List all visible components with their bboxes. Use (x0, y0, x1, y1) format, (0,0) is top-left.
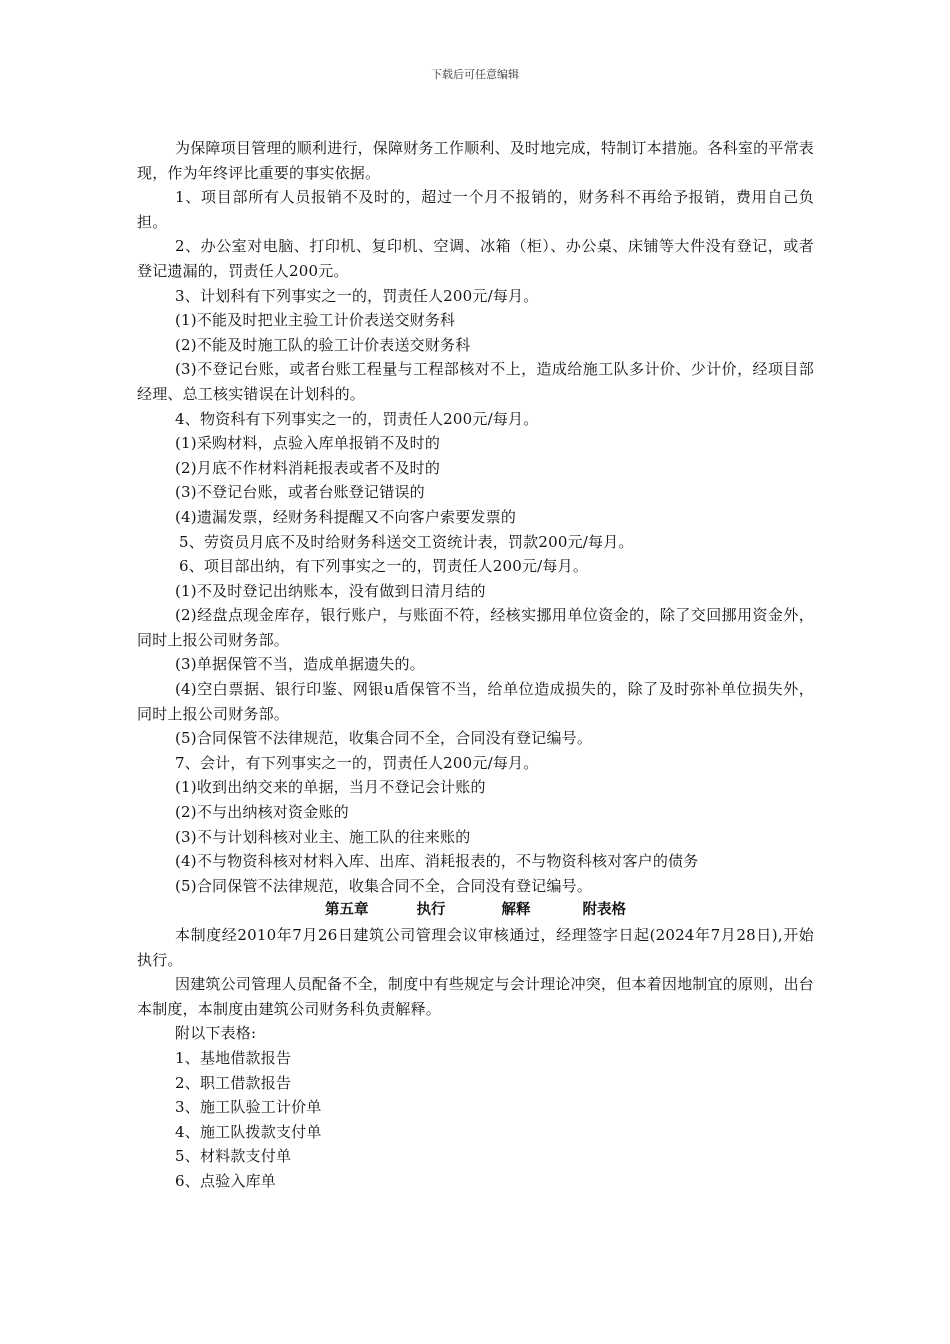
paragraph: (3)不与计划科核对业主、施工队的往来账的 (175, 827, 471, 846)
chapter-title-part: 附表格 (582, 902, 626, 919)
list-item: 3、施工队验工计价单 (175, 1098, 322, 1117)
list-item: 2、职工借款报告 (175, 1073, 292, 1092)
paragraph: 5、劳资员月底不及时给财务科送交工资统计表，罚款200元/每月。 (179, 532, 634, 551)
paragraph: (2)经盘点现金库存，银行账户，与账面不符，经核实挪用单位资金的，除了交回挪用资金外，同时上报公司财务部。 (137, 606, 814, 649)
paragraph: 4、物资科有下列事实之一的，罚责任人200元/每月。 (175, 409, 539, 428)
paragraph: 3、计划科有下列事实之一的，罚责任人200元/每月。 (175, 286, 539, 305)
paragraph: 为保障项目管理的顺利进行，保障财务工作顺利、及时地完成，特制订本措施。各科室的平常表现，作为年终评比重要的事实依据。 (137, 139, 814, 182)
chapter-heading (137, 898, 814, 923)
paragraph: (5)合同保管不法律规范，收集合同不全，合同没有登记编号。 (175, 729, 593, 748)
list-item: 1、基地借款报告 (175, 1048, 292, 1067)
document-body (137, 136, 814, 1194)
paragraph: (4)遗漏发票，经财务科提醒又不向客户索要发票的 (175, 507, 517, 526)
paragraph: (4)空白票据、银行印鉴、网银u盾保管不当，给单位造成损失的，除了及时弥补单位损失外，同时上报公司财务部。 (137, 680, 814, 723)
paragraph: (2)不能及时施工队的验工计价表送交财务科 (175, 335, 471, 354)
paragraph: (1)不能及时把业主验工计价表送交财务科 (175, 311, 456, 330)
paragraph: (5)合同保管不法律规范，收集合同不全，合同没有登记编号。 (175, 876, 593, 895)
paragraph: 7、会计，有下列事实之一的，罚责任人200元/每月。 (175, 753, 539, 772)
paragraph: (4)不与物资科核对材料入库、出库、消耗报表的，不与物资科核对客户的债务 (175, 852, 699, 871)
list-item: 4、施工队拨款支付单 (175, 1122, 322, 1141)
list-item: 5、材料款支付单 (175, 1147, 292, 1166)
chapter-title-part: 执行 (416, 902, 446, 919)
paragraph: (2)月底不作材料消耗报表或者不及时的 (175, 458, 441, 477)
paragraph: (3)单据保管不当，造成单据遗失的。 (175, 655, 425, 674)
paragraph: (1)收到出纳交来的单据，当月不登记会计账的 (175, 778, 486, 797)
paragraph: 附以下表格: (175, 1024, 257, 1043)
paragraph: 6、项目部出纳，有下列事实之一的，罚责任人200元/每月。 (179, 557, 589, 576)
paragraph: (1)不及时登记出纳账本，没有做到日清月结的 (175, 581, 486, 600)
chapter-title-part: 解释 (501, 902, 531, 919)
paragraph: (2)不与出纳核对资金账的 (175, 803, 349, 822)
paragraph: 2、办公室对电脑、打印机、复印机、空调、冰箱（柜）、办公桌、床铺等大件没有登记，或者登记遗漏的，罚责任人200元。 (137, 237, 814, 280)
page-header: 下载后可任意编辑 (431, 68, 519, 81)
paragraph: (1)采购材料，点验入库单报销不及时的 (175, 434, 441, 453)
paragraph: (3)不登记台账，或者台账登记错误的 (175, 483, 425, 502)
chapter-number: 第五章 (325, 902, 369, 919)
paragraph: 本制度经2010年7月26日建筑公司管理会议审核通过，经理签字日起(2024年7月28日),开始执行。 (137, 926, 814, 969)
paragraph: 因建筑公司管理人员配备不全，制度中有些规定与会计理论冲突，但本着因地制宜的原则，出台本制度，本制度由建筑公司财务科负责解释。 (137, 975, 814, 1018)
paragraph: 1、项目部所有人员报销不及时的，超过一个月不报销的，财务科不再给予报销，费用自己负担。 (137, 188, 814, 231)
paragraph: (3)不登记台账，或者台账工程量与工程部核对不上，造成给施工队多计价、少计价，经项目部经理、总工核实错误在计划科的。 (137, 360, 814, 403)
list-item: 6、点验入库单 (175, 1171, 276, 1190)
